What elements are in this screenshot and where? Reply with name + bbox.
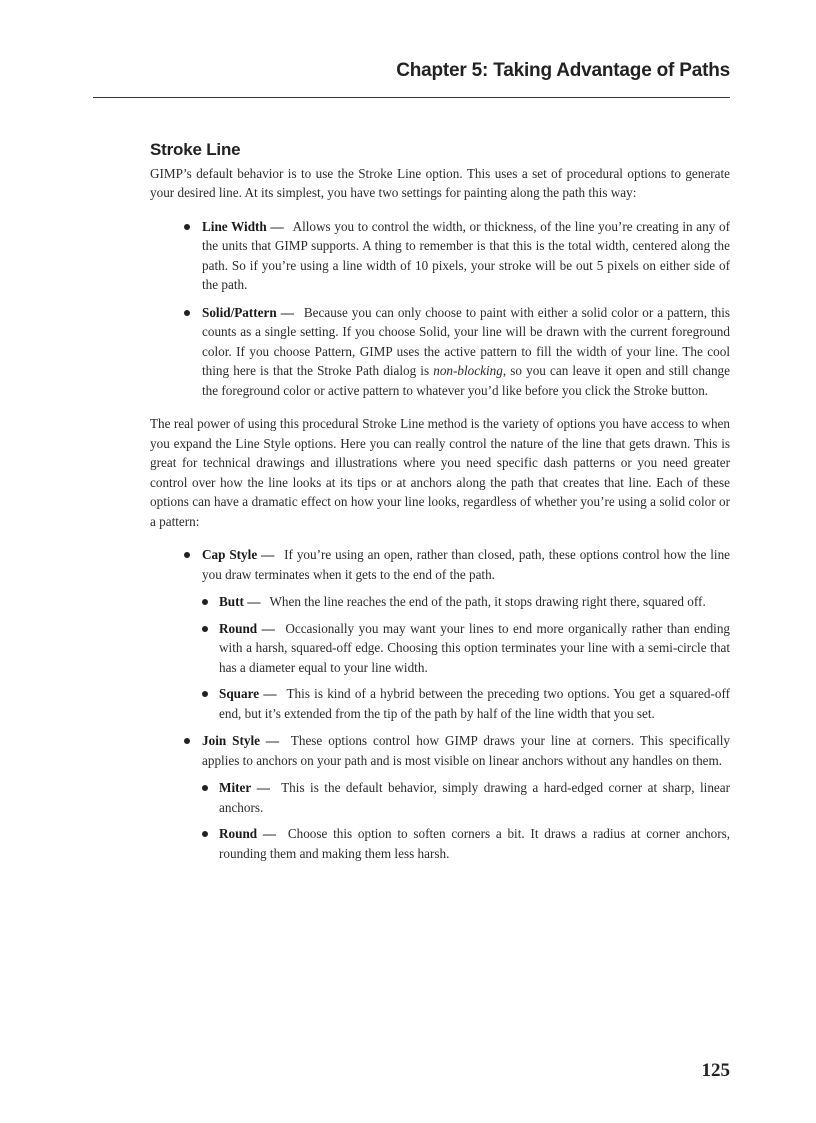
em-dash: —: [263, 686, 277, 701]
list-item: [202, 303, 730, 401]
sub-list: [202, 778, 730, 863]
list-item: [202, 217, 730, 295]
style-list: [150, 545, 730, 863]
emphasis-text: non-blocking: [433, 363, 503, 378]
sub-list-item: [219, 592, 730, 612]
em-dash: —: [262, 826, 277, 841]
page-number: 125: [701, 1060, 730, 1081]
sub-item-term: Square: [219, 686, 260, 701]
sub-list-item: [219, 684, 730, 723]
settings-list: [150, 217, 730, 401]
sub-item-text: When the line reaches the end of the path, it stops drawing right there, squared off.: [269, 594, 706, 609]
sub-item-text: Occasionally you may want your lines to end more organically rather than ending with a harsh, squared-off edge. Choosing this option terminates your line with a semi-circle that has a diameter equal to your line width.: [219, 620, 731, 675]
body-paragraph: The real power of using this procedural Stroke Line method is the variety of options you have access to when you expand the Line Style options. Here you can really control the nature of the line that gets drawn. This is great for technical drawings and illustrations where you need specific dash patterns or you need greater control over how the line looks at its tips or at anchors along the path that creates that line. Each of these options can have a dramatic effect on how your line looks, regardless of whether you’re using a solid color or a pattern:: [150, 416, 730, 529]
list-item-text: These options control how GIMP draws your line at corners. This specifically applies to anchors on your path and is most visible on linear anchors without any handles on them.: [202, 733, 730, 768]
em-dash: —: [256, 780, 270, 795]
sub-list-item: [219, 619, 730, 678]
list-item: [202, 731, 730, 863]
sub-item-term: Round: [219, 620, 258, 636]
list-item-term: Solid/Pattern: [202, 304, 277, 320]
page-body: [150, 140, 730, 871]
sub-item-text: This is kind of a hybrid between the preceding two options. You get a squared-off end, but it’s extended from the tip of the path by half of the line width that you set.: [219, 686, 731, 721]
sub-item-term: Miter: [219, 780, 252, 795]
list-item-term: Join Style: [202, 733, 260, 748]
running-head: Chapter 5: Taking Advantage of Paths: [396, 60, 730, 81]
list-item-text-end: , so you can leave it open and still change the foreground color or active pattern to whatever you’d like before you click the Stroke button.: [202, 363, 730, 398]
em-dash: —: [247, 594, 261, 609]
header-rule: [93, 97, 730, 98]
em-dash: —: [270, 218, 284, 234]
list-item-text: Because you can only choose to paint with either a solid color or a pattern, this counts as a single setting. If you choose Solid, your line will be drawn with the current foreground color. If you choose Pattern, GIMP uses the active pattern to fill the width of your line. The cool thing here is that the Stroke Path dialog is: [202, 304, 731, 378]
sub-item-text: This is the default behavior, simply drawing a hard-edged corner at sharp, linear anchors.: [219, 780, 731, 815]
sub-list-item: [219, 824, 730, 863]
list-item-term: Line Width: [202, 218, 267, 234]
sub-list-item: [219, 778, 730, 817]
em-dash: —: [261, 620, 275, 636]
intro-paragraph: GIMP’s default behavior is to use the Stroke Line option. This uses a set of procedural options to generate your desired line. At its simplest, you have two settings for painting along the path this way:: [150, 165, 730, 200]
em-dash: —: [261, 547, 275, 562]
list-item-text: Allows you to control the width, or thickness, of the line you’re creating in any of the units that GIMP supports. A thing to remember is that this is the total width, centered along the path. So if you’re using a line width of 10 pixels, your stroke will be out 5 pixels on either side of the path.: [202, 218, 730, 292]
sub-item-text: Choose this option to soften corners a bit. It draws a radius at corner anchors, rounding them and making them less harsh.: [219, 826, 731, 861]
sub-list: [202, 592, 730, 723]
em-dash: —: [265, 733, 280, 748]
sub-item-term: Butt: [219, 594, 244, 609]
list-item-text: If you’re using an open, rather than closed, path, these options control how the line you draw terminates when it gets to the end of the path.: [202, 547, 731, 582]
list-item-term: Cap Style: [202, 547, 258, 562]
em-dash: —: [280, 304, 294, 320]
section-title: Stroke Line: [150, 140, 241, 159]
list-item: [202, 545, 730, 723]
sub-item-term: Round: [219, 826, 258, 841]
